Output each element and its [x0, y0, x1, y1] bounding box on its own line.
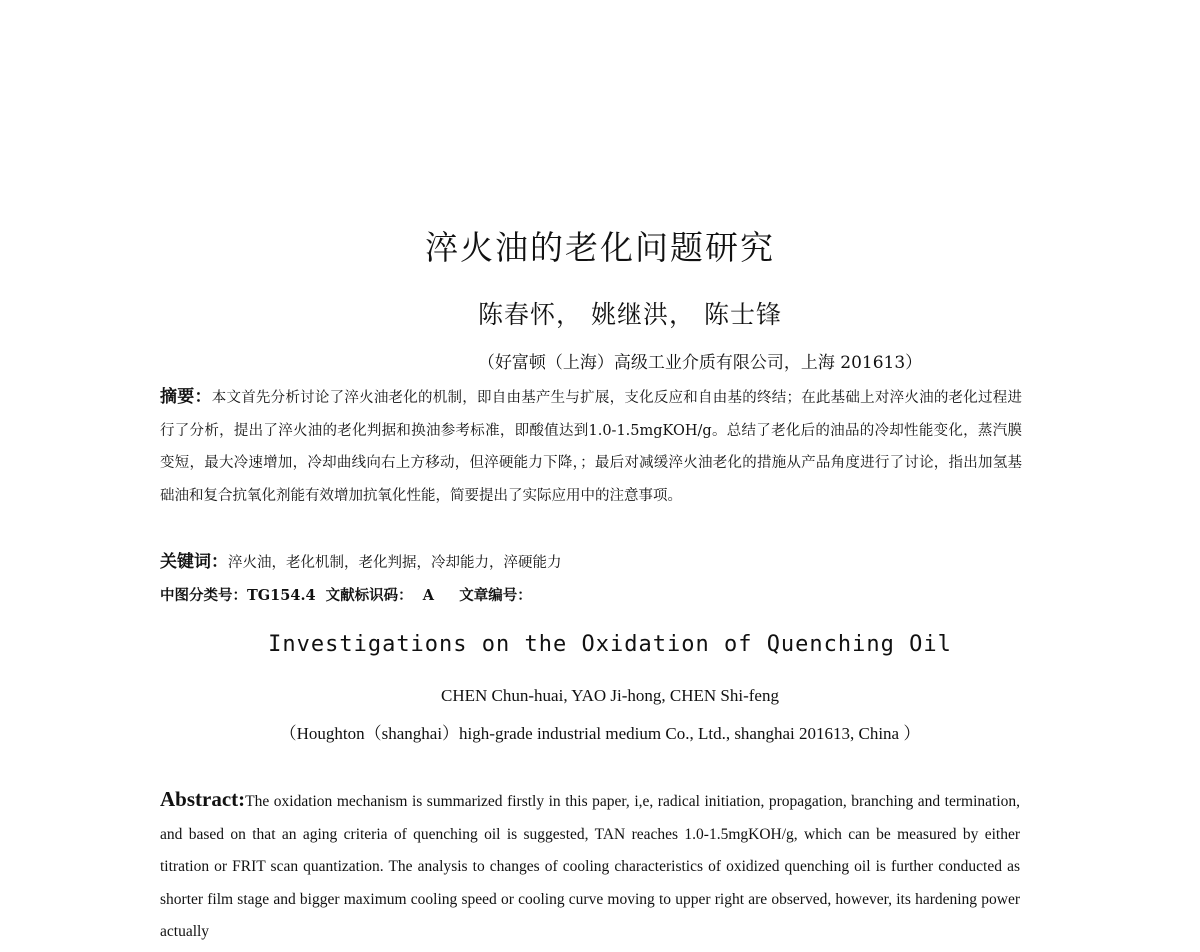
authors-en: CHEN Chun-huai, YAO Ji-hong, CHEN Shi-feng [441, 686, 779, 705]
abstract-en [160, 783, 1020, 949]
abstract-cn-label: 摘要： [160, 387, 212, 407]
authors-cn: 陈春怀， 姚继洪， 陈士锋 [478, 300, 782, 329]
affiliation-cn: （好富顿（上海）高级工业介质有限公司，上海 201613） [477, 353, 923, 373]
abstract-cn-text: 本文首先分析讨论了淬火油老化的机制，即自由基产生与扩展，支化反应和自由基的终结；在此基础上对淬火油的老化过程进行了分析，提出了淬火油的老化判据和换油参考标准，即酸值达到1.0-1.5mgKOH/g。总结了老化后的油品的冷却性能变化，蒸汽膜变短，最大冷速增加，冷却曲线向右上方移动，但淬硬能力下降，；最后对减缓淬火油老化的措施从产品角度进行了讨论，指出加氢基础油和复合抗氧化剂能有效增加抗氧化性能，简要提出了实际应用中的注意事项。 [160, 390, 1023, 504]
keywords-cn [160, 547, 562, 572]
paper-title-en: Investigations on the Oxidation of Quenching Oil [268, 632, 952, 657]
abstract-cn [160, 381, 1022, 512]
keywords-cn-label: 关键词： [160, 552, 228, 572]
keywords-cn-text: 淬火油，老化机制，老化判据，冷却能力，淬硬能力 [228, 555, 562, 571]
paper-title-cn: 淬火油的老化问题研究 [425, 228, 775, 267]
classification-line: 中图分类号：TG154.4 文献标识码： A 文章编号： [160, 587, 532, 604]
affiliation-en: （Houghton（shanghai）high-grade industrial medium Co., Ltd., shanghai 201613, China ） [279, 724, 921, 743]
abstract-en-label: Abstract: [160, 787, 246, 811]
abstract-en-text: The oxidation mechanism is summarized firstly in this paper, i,e, radical initiation, propagation, branching and termination, and based on that an aging criteria of quenching oil is suggested, TAN reaches 1.0-1.5mgKOH/g, which can be measured by either titration or FRIT scan quantization. The analysis to changes of cooling characteristics of oxidized quenching oil is further conducted as shorter film stage and bigger maximum cooling speed or cooling curve moving to upper right are observed, however, its hardening power actually [160, 793, 1020, 940]
